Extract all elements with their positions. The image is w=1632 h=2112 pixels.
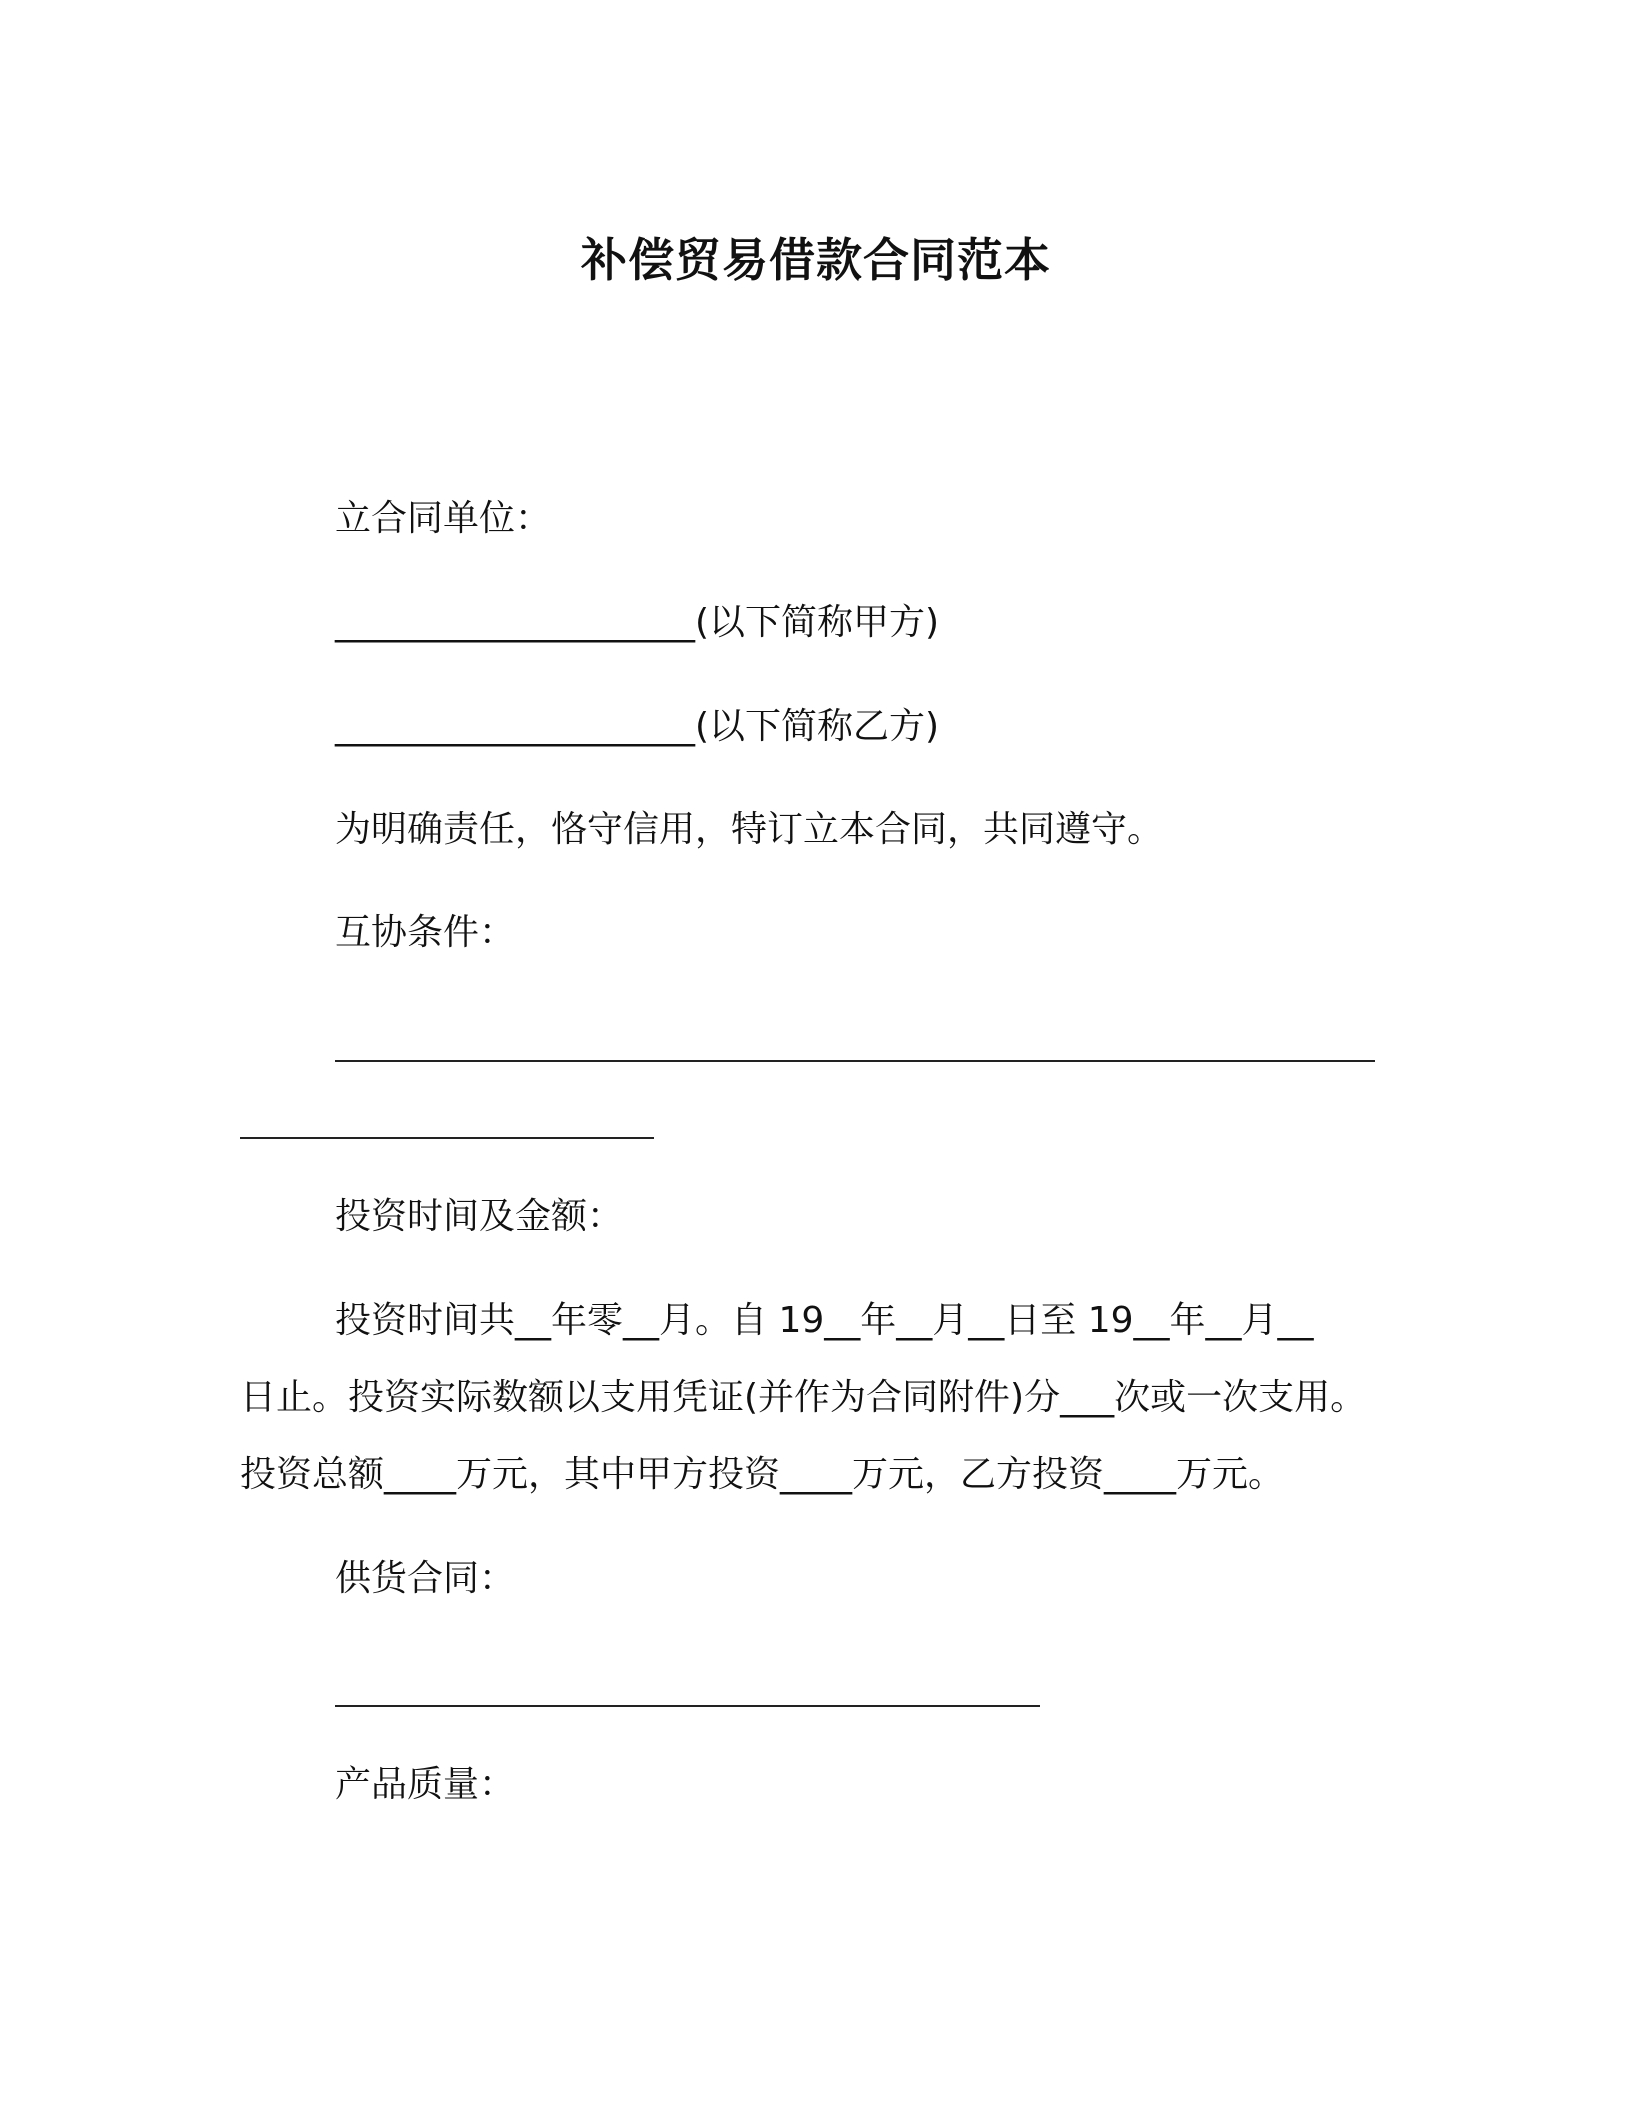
purpose-paragraph: 为明确责任，恪守信用，特订立本合同，共同遵守。 — [335, 809, 1164, 850]
investment-paragraph-line-3: 投资总额____万元，其中甲方投资____万元，乙方投资____万元。 — [240, 1454, 1285, 1495]
party-a-line: ____________________(以下简称甲方) — [335, 602, 940, 643]
cooperation-heading: 互协条件： — [335, 912, 516, 953]
parties-heading: 立合同单位： — [335, 498, 552, 539]
investment-paragraph-line-2: 日止。投资实际数额以支用凭证(并作为合同附件)分___次或一次支用。 — [240, 1377, 1367, 1418]
investment-heading: 投资时间及金额： — [335, 1196, 624, 1237]
investment-paragraph-line-1: 投资时间共__年零__月。自 19__年__月__日至 19__年__月__ — [335, 1300, 1314, 1341]
cooperation-blank-line-1 — [335, 1060, 1375, 1062]
supply-blank-line — [335, 1705, 1040, 1707]
party-b-line: ____________________(以下简称乙方) — [335, 706, 940, 747]
document-title: 补偿贸易借款合同范本 — [581, 233, 1051, 287]
quality-heading: 产品质量： — [335, 1764, 516, 1805]
cooperation-blank-line-2 — [240, 1137, 654, 1139]
supply-heading: 供货合同： — [335, 1558, 516, 1599]
